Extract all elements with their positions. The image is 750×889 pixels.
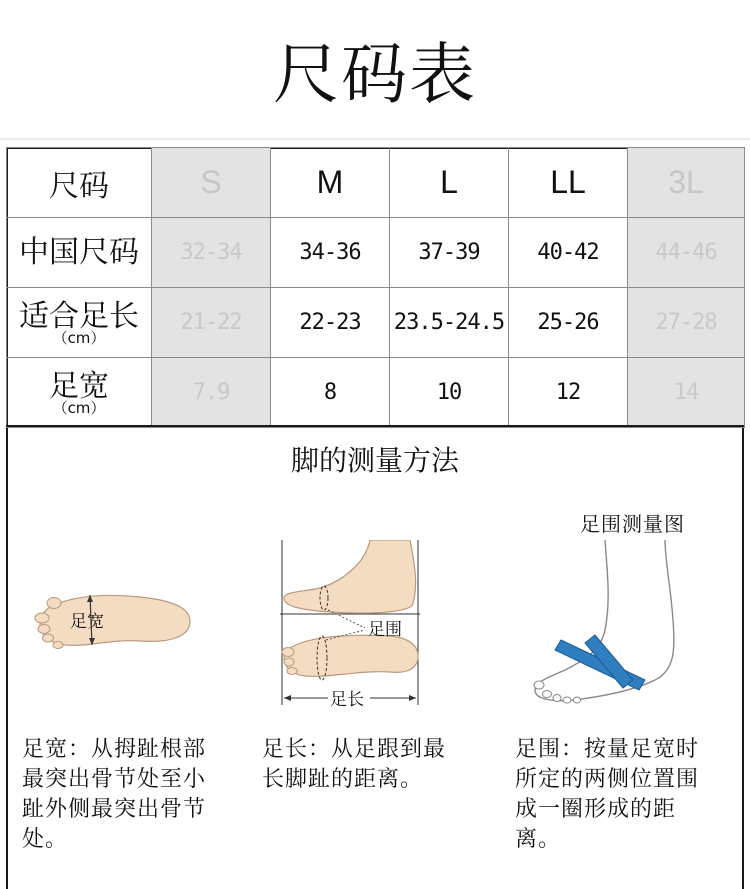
size-3l: 3L: [628, 148, 745, 218]
row-label: [7, 288, 152, 358]
caption-line: 足长：从足跟到最: [262, 737, 447, 762]
table-cell: 32-34: [152, 218, 271, 288]
row-unit: （cm）: [52, 398, 106, 417]
table-row: [7, 288, 745, 358]
foot-girth-illustration: [525, 540, 700, 715]
table-cell: 12: [509, 358, 628, 428]
fig3-title: 足围测量图: [580, 512, 685, 536]
table-cell: 34-36: [271, 218, 390, 288]
row-label-text: 适合足长: [19, 298, 139, 334]
size-l: L: [390, 148, 509, 218]
fig2-label-girth: 足围: [368, 620, 402, 640]
table-cell: 25-26: [509, 288, 628, 358]
table-cell: 7.9: [152, 358, 271, 428]
caption-line: 足围：按量足宽时: [515, 737, 700, 762]
size-s: S: [152, 148, 271, 218]
table-cell: 14: [628, 358, 745, 428]
table-cell: 22-23: [271, 288, 390, 358]
foot-width-illustration: [30, 585, 195, 655]
table-row: [7, 148, 745, 218]
table-cell: 37-39: [390, 218, 509, 288]
caption-line: 离。: [515, 827, 562, 852]
fig2-label-length: 足长: [330, 690, 364, 710]
table-cell: 44-46: [628, 218, 745, 288]
table-cell: 40-42: [509, 218, 628, 288]
caption-line: 成一圈形成的距: [515, 797, 677, 822]
caption-line: 处。: [22, 827, 69, 852]
row-label: [7, 358, 152, 428]
header-label: 尺码: [7, 148, 152, 218]
size-ll: LL: [509, 148, 628, 218]
table-row: [7, 358, 745, 428]
fig1-label: 足宽: [70, 612, 104, 632]
table-cell: 23.5-24.5: [390, 288, 509, 358]
caption-girth: [515, 735, 699, 855]
page-title: 尺码表: [273, 36, 477, 113]
caption-width: [22, 735, 206, 855]
caption-line: 所定的两侧位置围: [515, 767, 700, 792]
table-cell: 27-28: [628, 288, 745, 358]
row-label: [7, 218, 152, 288]
caption-length: [262, 735, 446, 795]
row-unit: （cm）: [52, 328, 106, 347]
title-divider: [0, 138, 750, 140]
table-cell: 21-22: [152, 288, 271, 358]
size-table: [6, 147, 745, 428]
caption-line: 趾外侧最突出骨节: [22, 797, 207, 822]
size-m: M: [271, 148, 390, 218]
row-label-text: 中国尺码: [19, 234, 139, 270]
table-row: [7, 218, 745, 288]
caption-line: 足宽：从拇趾根部: [22, 737, 207, 762]
foot-length-illustration: [270, 540, 430, 715]
caption-line: 长脚趾的距离。: [262, 767, 424, 792]
caption-line: 最突出骨节处至小: [22, 767, 207, 792]
table-cell: 8: [271, 358, 390, 428]
method-title: 脚的测量方法: [290, 444, 459, 477]
table-cell: 10: [390, 358, 509, 428]
table-bottom-border: [6, 425, 744, 427]
row-label-text: 足宽: [49, 368, 109, 404]
